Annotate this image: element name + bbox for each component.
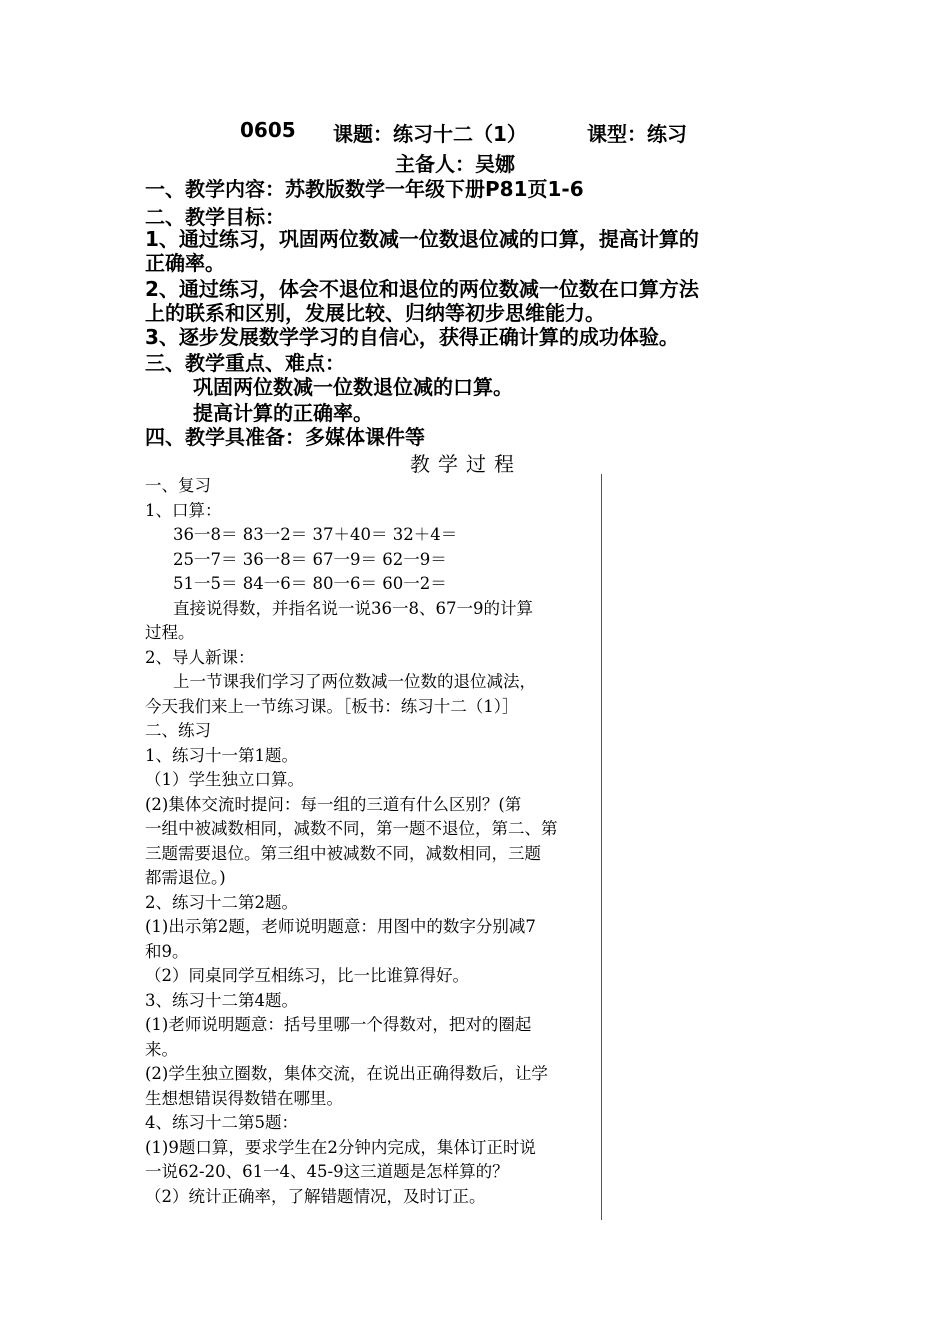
process-line: 来。: [145, 1039, 178, 1059]
process-line: (1)出示第2题，老师说明题意：用图中的数字分别减7: [145, 917, 536, 936]
process-line: 36一8＝ 83一2＝ 37＋40＝ 32＋4＝: [173, 525, 458, 544]
process-line: (1)老师说明题意：括号里哪一个得数对，把对的圈起: [145, 1015, 532, 1034]
process-line: 上一节课我们学习了两位数减一位数的退位减法，: [173, 672, 536, 691]
key-point-1: 巩固两位数减一位数退位减的口算。: [193, 375, 513, 399]
process-line: 今天我们来上一节练习课。［板书：练习十二（1）］: [145, 696, 519, 716]
process-line: 三题需要退位。第三组中被减数不同，减数相同，三题: [145, 843, 541, 863]
process-line: 2、练习十二第2题。: [145, 892, 298, 912]
process-line: （2）统计正确率，了解错题情况，及时订正。: [145, 1186, 486, 1206]
process-line: 直接说得数，并指名说一说36一8、67一9的计算: [173, 598, 533, 618]
column-divider: [601, 474, 602, 1220]
process-line: 过程。: [145, 623, 195, 642]
goal-2-line-2: 上的联系和区别，发展比较、归纳等初步思维能力。: [145, 301, 605, 325]
process-line: （2）同桌同学互相练习，比一比谁算得好。: [145, 966, 469, 985]
lesson-topic: 课题：练习十二（1）: [333, 122, 527, 146]
goal-1-line-2: 正确率。: [145, 251, 225, 275]
lesson-preparer: 主备人：吴娜: [395, 152, 515, 176]
process-line: 1、口算：: [145, 500, 222, 520]
process-line: (2)学生独立圈数，集体交流，在说出正确得数后，让学: [145, 1064, 548, 1083]
goal-1-line-1: 1、通过练习，巩固两位数减一位数退位减的口算，提高计算的: [145, 227, 699, 251]
process-line: 一、复习: [145, 476, 211, 495]
teaching-tools: 四、教学具准备：多媒体课件等: [145, 425, 425, 449]
process-line: (1)9题口算，要求学生在2分钟内完成，集体订正时说: [145, 1137, 536, 1157]
key-point-2: 提高计算的正确率。: [193, 401, 373, 425]
process-line: 1、练习十一第1题。: [145, 745, 298, 765]
process-line: 4、练习十二第5题：: [145, 1113, 298, 1132]
process-line: （1）学生独立口算。: [145, 770, 304, 789]
process-line: 3、练习十二第4题。: [145, 990, 298, 1010]
lesson-type: 课型：练习: [587, 122, 687, 146]
process-line: 二、练习: [145, 721, 211, 740]
lesson-code: 0605: [240, 118, 296, 142]
goal-3: 3、逐步发展数学学习的自信心，获得正确计算的成功体验。: [145, 325, 679, 349]
teaching-content: 一、教学内容：苏教版数学一年级下册P81页1-6: [145, 177, 584, 201]
process-line: (2)集体交流时提问：每一组的三道有什么区别？(第: [145, 794, 522, 814]
goal-2-line-1: 2、通过练习，体会不退位和退位的两位数减一位数在口算方法: [145, 277, 699, 301]
process-title: 教学过程: [410, 452, 522, 476]
process-line: 25一7＝ 36一8＝ 67一9＝ 62一9＝: [173, 549, 447, 569]
process-line: 一组中被减数相同，减数不同，第一题不退位，第二、第: [145, 819, 558, 838]
goals-heading: 二、教学目标：: [145, 205, 285, 229]
process-body: [145, 474, 597, 1209]
process-line: 一说62-20、61一4、45-9这三道题是怎样算的？: [145, 1162, 509, 1181]
process-line: 生想想错误得数错在哪里。: [145, 1088, 343, 1108]
key-points-heading: 三、教学重点、难点：: [145, 351, 345, 375]
process-line: 和9。: [145, 941, 189, 961]
process-line: 51一5＝ 84一6＝ 80一6＝ 60一2＝: [173, 574, 447, 593]
process-line: 都需退位。): [145, 868, 226, 887]
process-line: 2、导人新课：: [145, 647, 255, 667]
